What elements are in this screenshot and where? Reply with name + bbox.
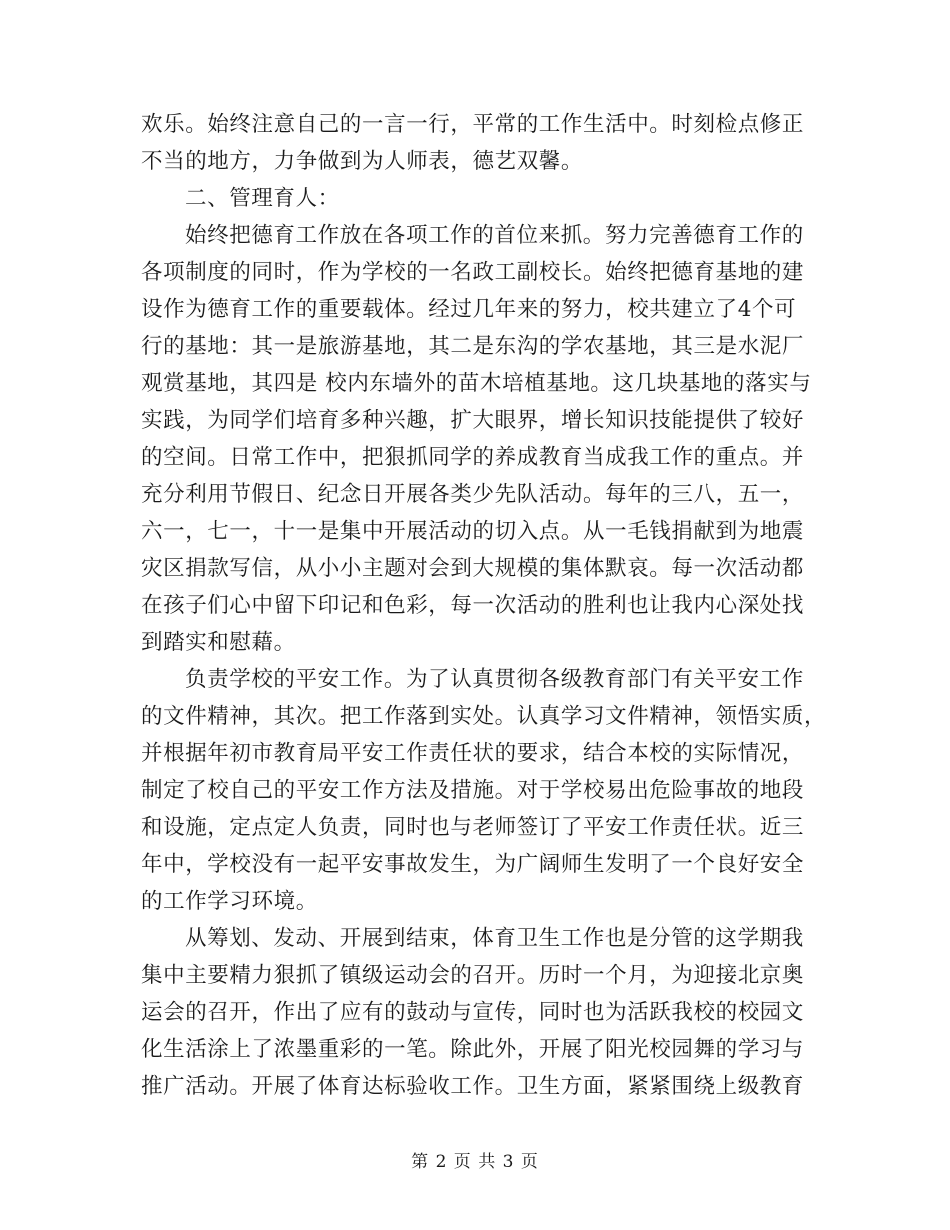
paragraph <box>141 920 809 1105</box>
text-line: 并根据年初市教育局平安工作责任状的要求，结合本校的实际情况， <box>141 741 805 766</box>
page-footer: 第 2 页 共 3 页 <box>411 1152 539 1172</box>
text-line: 年中，学校没有一起平安事故发生，为广阔师生发明了一个良好安全 <box>141 852 805 877</box>
text-line: 制定了校自己的平安工作方法及措施。对于学校易出危险事故的地段 <box>141 778 805 803</box>
text-line: 推广活动。开展了体育达标验收工作。卫生方面，紧紧围绕上级教育 <box>141 1074 805 1099</box>
text-line: 的文件精神，其次。把工作落到实处。认真学习文件精神，领悟实质， <box>141 704 827 729</box>
text-line: 二、管理育人： <box>185 186 340 211</box>
document-body <box>141 106 827 1105</box>
text-line: 始终把德育工作放在各项工作的首位来抓。努力完善德育工作的 <box>185 223 804 248</box>
text-line: 设作为德育工作的重要载体。经过几年来的努力，校共建立了4个可 <box>141 297 797 322</box>
text-line: 从筹划、发动、开展到结束，体育卫生工作也是分管的这学期我 <box>185 926 804 951</box>
text-line: 各项制度的同时，作为学校的一名政工副校长。始终把德育基地的建 <box>141 260 805 285</box>
paragraph <box>141 180 809 217</box>
text-line: 实践，为同学们培育多种兴趣，扩大眼界，增长知识技能提供了较好 <box>141 408 805 433</box>
paragraph <box>141 661 827 920</box>
text-line: 化生活涂上了浓墨重彩的一笔。除此外，开展了阳光校园舞的学习与 <box>141 1037 805 1062</box>
text-line: 的空间。日常工作中，把狠抓同学的养成教育当成我工作的重点。并 <box>141 445 805 470</box>
paragraph <box>141 106 809 180</box>
text-line: 在孩子们心中留下印记和色彩，每一次活动的胜利也让我内心深处找 <box>141 593 805 618</box>
text-line: 和设施，定点定人负责，同时也与老师签订了平安工作责任状。近三 <box>141 815 805 840</box>
text-line: 负责学校的平安工作。为了认真贯彻各级教育部门有关平安工作 <box>185 667 804 692</box>
text-line: 行的基地：其一是旅游基地，其二是东沟的学农基地，其三是水泥厂 <box>141 334 805 359</box>
text-line: 六一，七一，十一是集中开展活动的切入点。从一毛钱捐献到为地震 <box>141 519 805 544</box>
text-line: 运会的召开，作出了应有的鼓动与宣传，同时也为活跃我校的校园文 <box>141 1000 805 1025</box>
text-line: 灾区捐款写信，从小小主题对会到大规模的集体默哀。每一次活动都 <box>141 556 805 581</box>
paragraph <box>141 217 812 661</box>
text-line: 的工作学习环境。 <box>141 889 318 914</box>
text-line: 欢乐。始终注意自己的一言一行，平常的工作生活中。时刻检点修正 <box>141 112 805 137</box>
text-line: 不当的地方，力争做到为人师表，德艺双馨。 <box>141 149 584 174</box>
text-line: 到踏实和慰藉。 <box>141 630 296 655</box>
text-line: 集中主要精力狠抓了镇级运动会的召开。历时一个月，为迎接北京奥 <box>141 963 805 988</box>
text-line: 观赏基地，其四是 校内东墙外的苗木培植基地。这几块基地的落实与 <box>141 371 812 396</box>
text-line: 充分利用节假日、纪念日开展各类少先队活动。每年的三八，五一， <box>141 482 805 507</box>
